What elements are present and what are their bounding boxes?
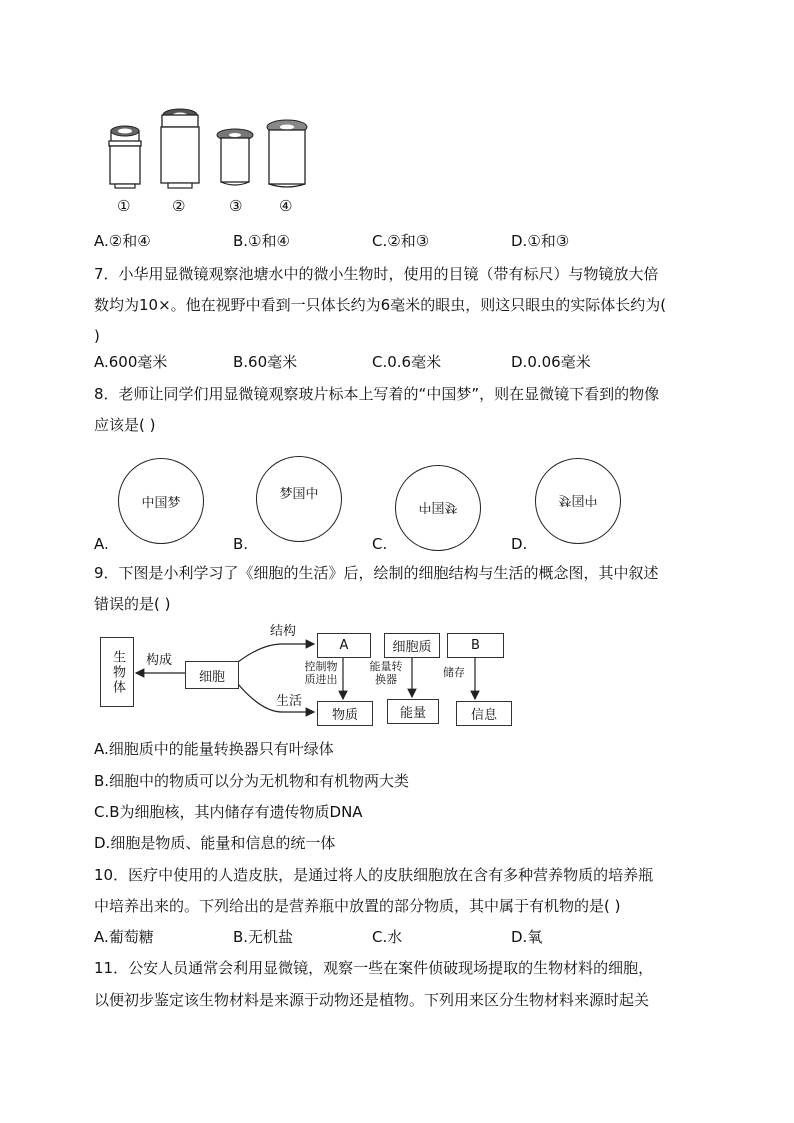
q7-option-b: B.60毫米 bbox=[233, 353, 298, 371]
q10-line-1: 10．医疗中使用的人造皮肤，是通过将人的皮肤细胞放在含有多种营养物质的培养瓶 bbox=[94, 866, 654, 884]
q9-line-2: 错误的是( ) bbox=[94, 595, 171, 613]
q8-option-a: A. bbox=[94, 535, 109, 553]
cell-label: 细胞 bbox=[198, 669, 225, 685]
cytoplasm-box bbox=[384, 633, 440, 658]
q7-line-2: 数均为10×。他在视野中看到一只体长约为6毫米的眼虫，则这只眼虫的实际体长约为( bbox=[94, 296, 667, 314]
box-b-label: B bbox=[471, 638, 480, 653]
q8-image-b-text: 梦国中 bbox=[279, 486, 319, 502]
q10-option-a: A.葡萄糖 bbox=[94, 928, 154, 946]
q9-option-d: D.细胞是物质、能量和信息的统一体 bbox=[94, 834, 336, 852]
q6-option-a: A.②和④ bbox=[94, 232, 151, 250]
q8-option-c: C. bbox=[372, 535, 388, 553]
cell-box bbox=[185, 661, 239, 689]
q10-option-c: C.水 bbox=[372, 928, 403, 946]
life-label: 生活 bbox=[276, 694, 303, 709]
q10-option-d: D.氧 bbox=[511, 928, 543, 946]
q8-image-c-text: 中国梦 bbox=[418, 498, 458, 514]
lens-label-4: ④ bbox=[279, 197, 293, 215]
q7-option-d: D.0.06毫米 bbox=[511, 353, 591, 371]
q8-image-a-text: 中国梦 bbox=[141, 495, 181, 511]
info-box bbox=[456, 701, 512, 726]
q9-option-b: B.细胞中的物质可以分为无机物和有机物两大类 bbox=[94, 772, 410, 790]
q8-line-1: 8．老师让同学们用显微镜观察玻片标本上写着的“中国梦”，则在显微镜下看到的物像 bbox=[94, 385, 660, 403]
q9-option-a: A.细胞质中的能量转换器只有叶绿体 bbox=[94, 740, 334, 758]
q10-line-2: 中培养出来的。下列给出的是营养瓶中放置的部分物质，其中属于有机物的是( ) bbox=[94, 897, 621, 915]
box-a-label: A bbox=[339, 638, 349, 653]
q9-option-c: C.B为细胞核，其内储存有遗传物质DNA bbox=[94, 803, 363, 821]
q9-line-1: 9．下图是小利学习了《细胞的生活》后，绘制的细胞结构与生活的概念图，其中叙述 bbox=[94, 564, 659, 582]
energy-converter-label: 能量转换器 bbox=[369, 660, 403, 686]
lens-label-2: ② bbox=[172, 197, 186, 215]
box-b bbox=[447, 633, 504, 658]
lens-label-3: ③ bbox=[229, 197, 243, 215]
q8-line-2: 应该是( ) bbox=[94, 416, 156, 434]
lens-label-1: ① bbox=[117, 197, 131, 215]
matter-box bbox=[317, 701, 373, 726]
q7-line-1: 7．小华用显微镜观察池塘水中的微小生物时，使用的目镜（带有标尺）与物镜放大倍 bbox=[94, 265, 659, 283]
organism-label: 生物体 bbox=[110, 649, 125, 695]
cytoplasm-label: 细胞质 bbox=[392, 640, 432, 655]
q11-line-2: 以便初步鉴定该生物材料是来源于动物还是植物。下列用来区分生物材料来源时起关 bbox=[94, 991, 650, 1009]
control-label: 控制物质进出 bbox=[304, 660, 338, 686]
q6-option-b: B.①和④ bbox=[233, 232, 290, 250]
organism-box bbox=[100, 637, 134, 707]
q7-option-c: C.0.6毫米 bbox=[372, 353, 442, 371]
info-label: 信息 bbox=[470, 708, 497, 723]
energy-box bbox=[387, 699, 439, 724]
energy-label: 能量 bbox=[399, 706, 426, 721]
q6-option-d: D.①和③ bbox=[511, 232, 570, 250]
q8-option-b: B. bbox=[233, 535, 249, 553]
q7-line-3: ) bbox=[94, 327, 100, 345]
q8-image-d-text: 梦国中 bbox=[558, 491, 598, 507]
q8-option-d: D. bbox=[511, 535, 528, 553]
q10-option-b: B.无机盐 bbox=[233, 928, 294, 946]
store-label: 储存 bbox=[443, 666, 465, 679]
q6-option-c: C.②和③ bbox=[372, 232, 430, 250]
structure-label: 结构 bbox=[270, 624, 297, 639]
q11-line-1: 11．公安人员通常会利用显微镜，观察一些在案件侦破现场提取的生物材料的细胞， bbox=[94, 959, 654, 977]
box-a bbox=[317, 633, 371, 658]
q7-option-a: A.600毫米 bbox=[94, 353, 168, 371]
matter-label: 物质 bbox=[331, 708, 358, 723]
compose-label: 构成 bbox=[146, 653, 173, 668]
